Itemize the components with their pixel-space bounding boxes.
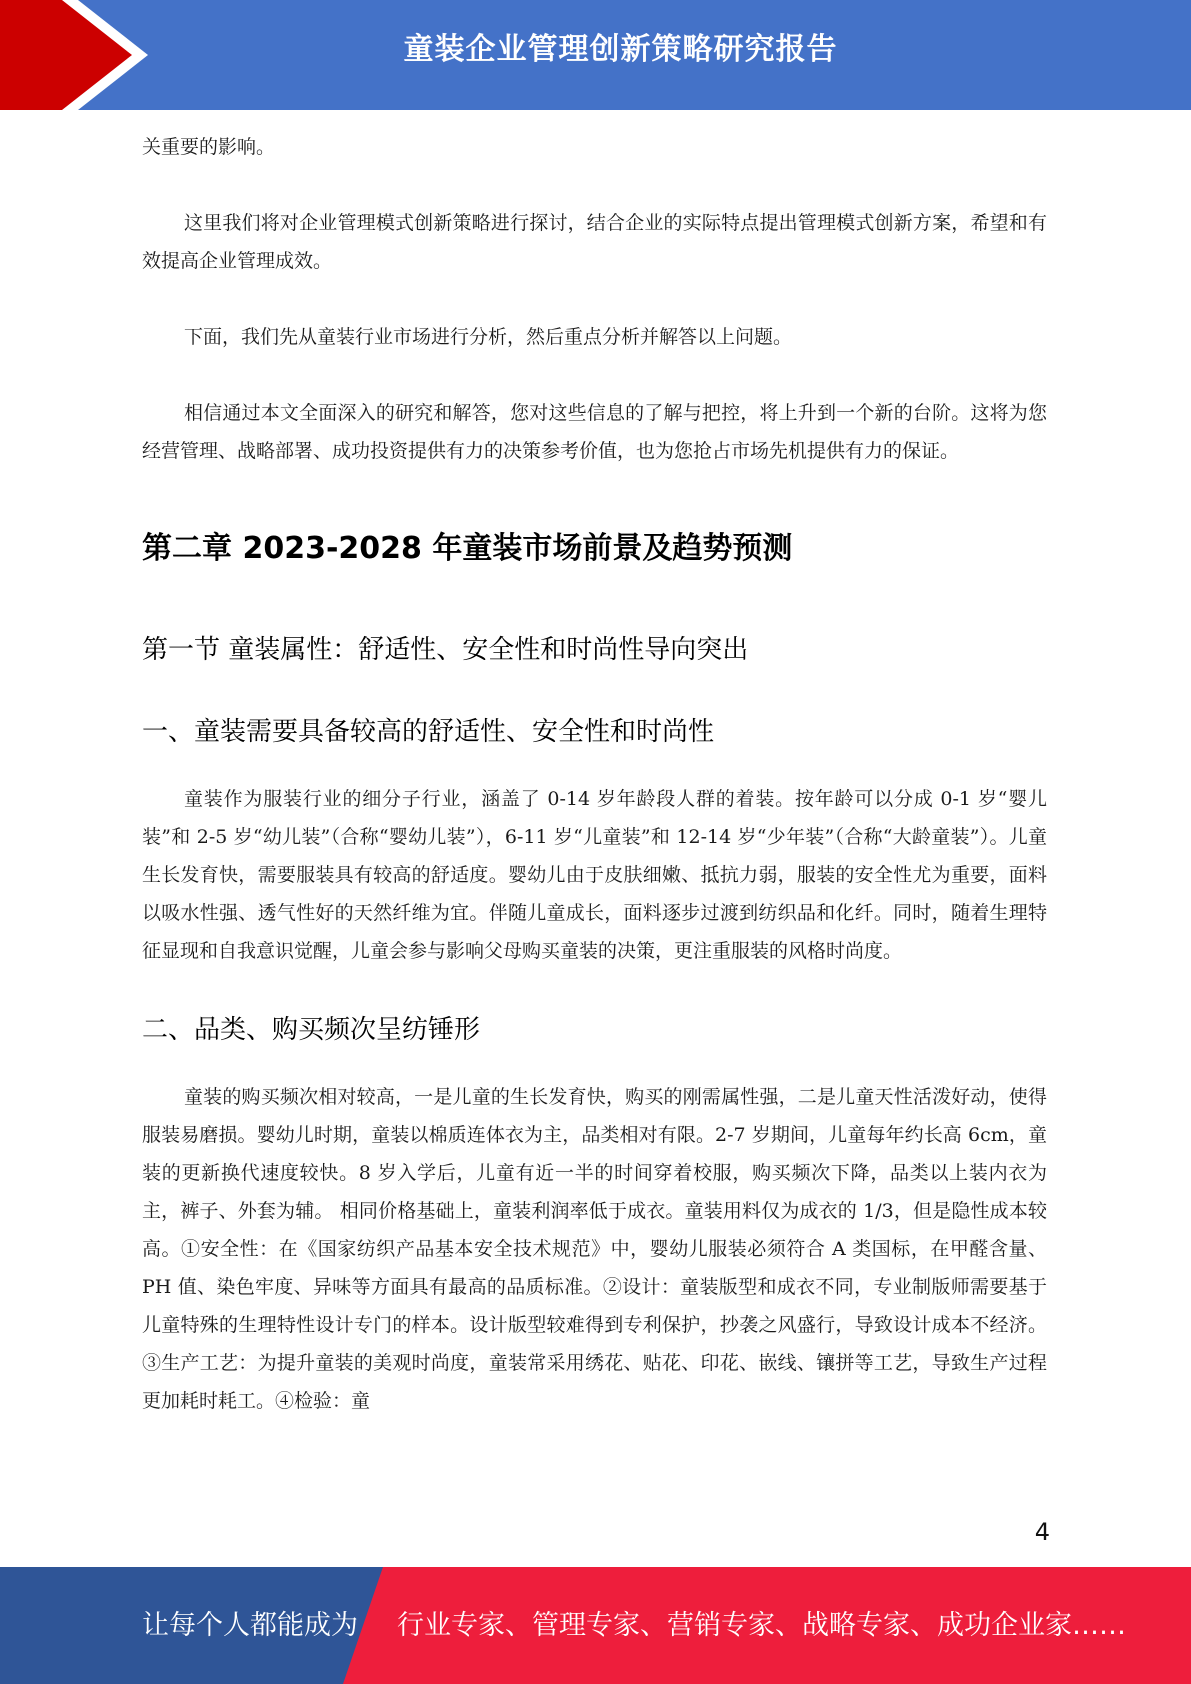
report-title: 童装企业管理创新策略研究报告	[403, 32, 838, 67]
intro-paragraph: 这里我们将对企业管理模式创新策略进行探讨，结合企业的实际特点提出管理模式创新方案，希望和有效提高企业管理成效。	[142, 212, 1047, 272]
intro-paragraph: 相信通过本文全面深入的研究和解答，您对这些信息的了解与把控，将上升到一个新的台阶。这将为您经营管理、战略部署、成功投资提供有力的决策参考价值，也为您抢占市场先机提供有力的保证。	[142, 402, 1047, 462]
footer-slogan-right: 行业专家、管理专家、营销专家、战略专家、成功企业家……	[397, 1610, 1126, 1641]
page-header	[0, 0, 1191, 110]
chapter-heading: 第二章 2023-2028 年童装市场前景及趋势预测	[142, 531, 793, 566]
body-paragraph: 童装作为服装行业的细分子行业，涵盖了 0-14 岁年龄段人群的着装。按年龄可以分成 0-1 岁“婴儿装”和 2-5 岁“幼儿装”（合称“婴幼儿装”），6-11 岁“儿童装”和 12-14 岁“少年装”（合称“大龄童装”）。儿童生长发育快，需要服装具有较高的舒适度。婴幼儿由于皮肤细嫩、抵抗力弱，服装的安全性尤为重要，面料以吸水性强、透气性好的天然纤维为宜。伴随儿童成长，面料逐步过渡到纺织品和化纤。同时，随着生理特征显现和自我意识觉醒，儿童会参与影响父母购买童装的决策，更注重服装的风格时尚度。	[142, 788, 1047, 962]
page-number: 4	[1034, 1518, 1050, 1546]
intro-paragraph-continued: 关重要的影响。	[142, 136, 276, 158]
footer-slogan-left: 让每个人都能成为	[142, 1610, 358, 1641]
section-heading: 第一节 童装属性：舒适性、安全性和时尚性导向突出	[142, 635, 749, 665]
subsection-heading: 二、品类、购买频次呈纺锤形	[142, 1015, 481, 1045]
document-body	[142, 128, 1047, 1420]
subsection-heading: 一、童装需要具备较高的舒适性、安全性和时尚性	[142, 717, 715, 747]
body-paragraph: 童装的购买频次相对较高，一是儿童的生长发育快，购买的刚需属性强，二是儿童天性活泼好动，使得服装易磨损。婴幼儿时期，童装以棉质连体衣为主，品类相对有限。2-7 岁期间，儿童每年约长高 6cm，童装的更新换代速度较快。8 岁入学后，儿童有近一半的时间穿着校服，购买频次下降，品类以上装内衣为主，裤子、外套为辅。 相同价格基础上，童装利润率低于成衣。童装用料仅为成衣的 1/3，但是隐性成本较高。①安全性：在《国家纺织产品基本安全技术规范》中，婴幼儿服装必须符合 A 类国标，在甲醛含量、PH 值、染色牢度、异味等方面具有最高的品质标准。②设计：童装版型和成衣不同，专业制版师需要基于儿童特殊的生理特性设计专门的样本。设计版型较难得到专利保护，抄袭之风盛行，导致设计成本不经济。③生产工艺：为提升童装的美观时尚度，童装常采用绣花、贴花、印花、嵌线、镶拼等工艺，导致生产过程更加耗时耗工。④检验：童	[142, 1086, 1047, 1412]
intro-paragraph: 下面，我们先从童装行业市场进行分析，然后重点分析并解答以上问题。	[184, 326, 793, 348]
page-footer	[0, 1567, 1191, 1684]
